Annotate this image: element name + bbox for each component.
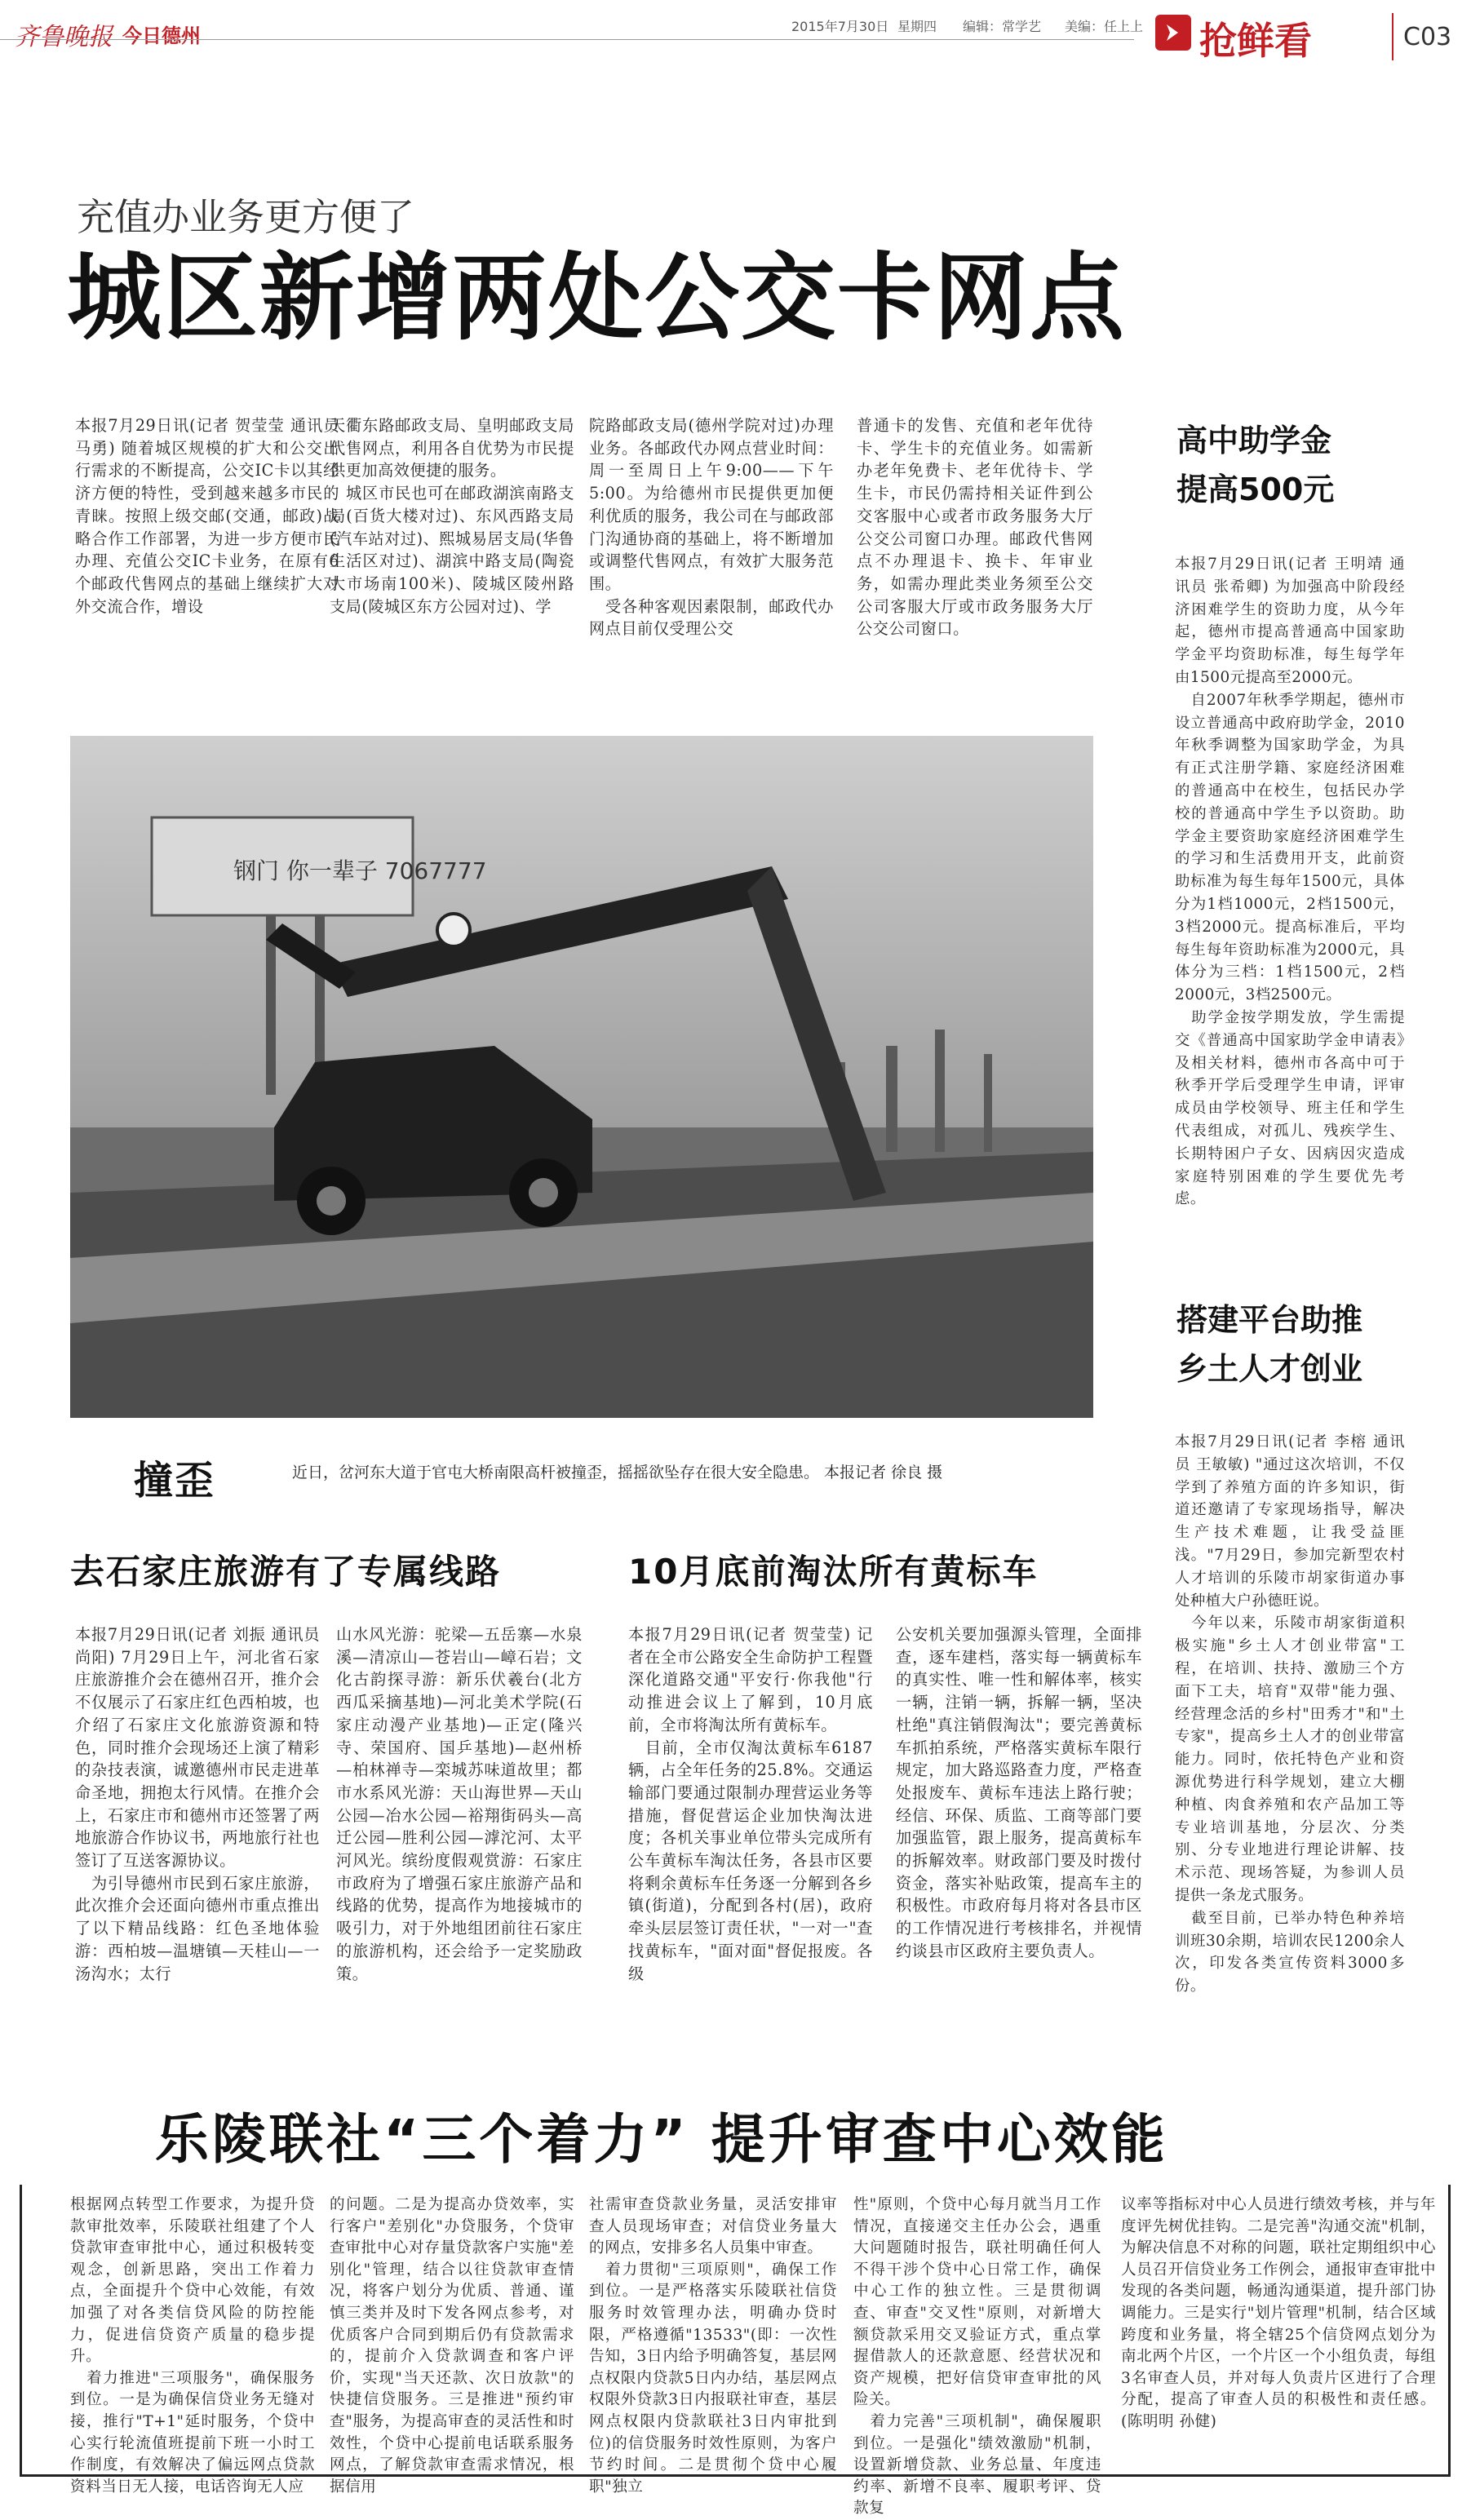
feature-col3: 社需审查贷款业务量，灵活安排审查人员现场审查；对信贷业务量大的网点，安排多名人员集中审查。 着力贯彻"三项原则"，确保工作到位。一是严格落实乐陵联社信贷服务时效管理办法，明确办贷时限，严格遵循"13533"(即：一次性告知，3日内给予明确答复，基层网点权限内贷款5日内办结，基层网点权限外贷款3日内报联社审查，基层网点权限内贷款联社3日内审批到位)的信贷服务时效性原则，为客户节约时间。二是贯彻个贷中心履职"独立: [589, 2196, 837, 2496]
header-divider-top: [0, 39, 1134, 40]
page-title: 城区新增两处公交卡网点: [67, 243, 1126, 353]
feature-col5: 议率等指标对中心人员进行绩效考核，并与年度评先树优挂钩。二是完善"沟通交流"机制，为解决信息不对称的问题，联社定期组织中心人员召开信贷业务工作例会，通报审查审批中发现的各类问题，畅通沟通渠道，提升部门协调能力。三是实行"划片管理"机制，结合区域跨度和业务量，将全辖25个信贷网点划分为南北两个片区，一个片区一个小组负责，每组3名审查人员，并对每人负责片区进行了合理分配，提高了审查人员的积极性和责任感。(陈明明 孙健): [1121, 2196, 1436, 2430]
main-story-col3: 院路邮政支局(德州学院对过)办理业务。各邮政代办网点营业时间：周一至周日上午9:00——下午5:00。为给德州市民提供更加便利优质的服务，我公司在与邮政部门沟通协商的基础上，将不断增加或调整代售网点，有效扩大服务范围。 受各种客观因素限制，邮政代办网点目前仅受理公交: [589, 416, 834, 639]
side1-title: [1176, 416, 1334, 514]
side1-title-line2: 提高500元: [1176, 472, 1335, 507]
billboard-text: 钢门 你一辈子 7067777: [233, 857, 487, 884]
side2-title: [1176, 1295, 1362, 1393]
photo-label: 撞歪: [134, 1458, 216, 1504]
page-number: C03: [1403, 23, 1452, 51]
headline-kicker: 充值办业务更方便了: [77, 195, 414, 239]
story2-col1: 本报7月29日讯(记者 刘振 通讯员 尚阳) 7月29日上午，河北省石家庄旅游推介会在德州召开，推介会不仅展示了石家庄红色西柏坡，也介绍了石家庄文化旅游资源和特色，同时推介会现场还上演了精彩的杂技表演，诚邀德州市民走进革命圣地，拥抱太行风情。在推介会上，石家庄市和德州市还签署了两地旅游合作协议书，两地旅行社也签订了互送客源协议。 为引导德州市民到石家庄旅游，此次推介会还面向德州市重点推出了以下精品线路：红色圣地体验游：西柏坡—温塘镇—天桂山—一汤沟水；太行: [75, 1625, 320, 1983]
side2-title-line2: 乡土人才创业: [1176, 1351, 1363, 1387]
column-title: 抢鲜看: [1199, 19, 1312, 63]
page-vertical-rule: [1392, 13, 1393, 60]
news-photo: [70, 736, 1093, 1418]
side2-body: 本报7月29日讯(记者 李榕 通讯员 王敏敏) "通过这次培训，不仅学到了养殖方面的许多知识，街道还邀请了专家现场指导，解决生产技术难题，让我受益匪浅。"7月29日，参加完新型农村人才培训的乐陵市胡家街道办事处种植大户孙德旺说。 今年以来，乐陵市胡家街道积极实施"乡土人才创业带富"工程，在培训、扶持、激励三个方面下工夫，培育"双带"能力强、经营理念活的乡村"田秀才"和"土专家"，提高乡土人才的创业带富能力。同时，依托特色产业和资源优势进行科学规划，建立大棚种植、肉食养殖和农产品加工等专业培训基地，分层次、分类别、分专业地进行理论讲解、技术示范、现场答疑，为参训人员提供一条龙式服务。 截至目前，已举办特色种养培训班30余期，培训农民1200余人次，印发各类宣传资料3000多份。: [1175, 1433, 1405, 1995]
photo-caption: 近日，岔河东大道于官屯大桥南限高杆被撞歪，摇摇欲坠存在很大安全隐患。 本报记者 徐良 摄: [292, 1464, 943, 1481]
masthead-logo: 齐鲁晚报: [15, 23, 113, 51]
feature-col2: 的问题。二是为提高办贷效率，实行客户"差别化"办贷服务，个贷审查审批中心对存量贷款客户实施"差别化"管理，结合以往贷款审查情况，将客户划分为优质、普通、谨慎三类并及时下发各网点参考，对优质客户合同到期后仍有贷款需求的，提前介入贷款调查和客户评价，实现"当天还款、次日放款"的快捷信贷服务。三是推进"预约审查"服务，为提高审查的灵活性和时效性，个贷中心提前电话联系服务网点，了解贷款审查需求情况，根据信用: [330, 2196, 574, 2496]
issue-weekday: 星期四: [897, 19, 937, 34]
main-story-col2: 天衢东路邮政支局、皇明邮政支局代售网点，利用各自优势为市民提供更加高效便捷的服务。 城区市民也可在邮政湖滨南路支局(百货大楼对过)、东风西路支局(汽车站对过)、熙城易居支局(华鲁生活区对过)、湖滨中路支局(陶瓷大市场南100米)、陵城区陵州路支局(陵城区东方公园对过)、学: [330, 416, 574, 616]
photo-scene: [70, 736, 1093, 1418]
story2-col2: 山水风光游：驼梁—五岳寨—水泉溪—清凉山—苍岩山—嶂石岩；文化古韵探寻游：新乐伏羲台(北方西瓜采摘基地)—河北美术学院(石家庄动漫产业基地)—正定(隆兴寺、荣国府、国乒基地)—赵州桥—柏林禅寺—栾城苏味道故里；都市水系风光游：天山海世界—天山公园—冶水公园—裕翔街码头—高迁公园—胜利公园—滹沱河、太平河风光。缤纷度假观赏游：石家庄市政府为了增强石家庄旅游产品和线路的优势，提高作为地接城市的吸引力，对于外地组团前往石家庄的旅游机构，还会给予一定奖励政策。: [336, 1625, 583, 1983]
arrow-icon: [1162, 21, 1185, 44]
art-editor: 美编：任上上: [1065, 19, 1144, 34]
feature-title: 乐陵联社“三个着力” 提升审查中心效能: [155, 2108, 1168, 2171]
story2-title: 去石家庄旅游有了专属线路: [70, 1552, 502, 1592]
issue-date: 2015年7月30日: [791, 19, 889, 34]
main-story-col4: 普通卡的发售、充值和老年优待卡、学生卡的充值业务。如需新办老年免费卡、老年优待卡、学生卡，市民仍需持相关证件到公交客服中心或者市政务服务大厅公交公司窗口办理。邮政代售网点不办理退卡、换卡、年审业务，如需办理此类业务须至公交公司客服大厅或市政务服务大厅公交公司窗口。: [857, 416, 1093, 639]
feature-col4: 性"原则，个贷中心每月就当月工作情况，直接递交主任办公会，遇重大问题随时报告，联社明确任何人不得干涉个贷中心日常工作，确保中心工作的独立性。三是贯彻调查、审查"交叉性"原则，对新增大额贷款采用交叉验证方式，重点掌握借款人的还款意愿、经营状况和资产规模，把好信贷审查审批的风险关。 着力完善"三项机制"，确保履职到位。一是强化"绩效激励"机制，设置新增贷款、业务总量、年度违约率、新增不良率、履职考评、贷款复: [853, 2196, 1101, 2518]
feature-col1: 根据网点转型工作要求，为提升贷款审批效率，乐陵联社组建了个人贷款审查审批中心，通过积极转变观念，创新思路，突出工作着力点，全面提升个贷中心效能，有效加强了对各类信贷风险的防控能力，促进信贷资产质量的稳步提升。 着力推进"三项服务"，确保服务到位。一是为确保信贷业务无缝对接，推行"T+1"延时服务，个贷中心实行轮流值班提前下班一小时工作制度，有效解决了偏远网点贷款资料当日无人接，电话咨询无人应: [70, 2196, 315, 2496]
side1-title-line1: 高中助学金: [1176, 423, 1332, 458]
story3-col2: 公安机关要加强源头管理，全面排查，逐车建档，落实每一辆黄标车的真实性、唯一性和解体率，核实一辆，注销一辆，拆解一辆，坚决杜绝"真注销假淘汰"；要完善黄标车抓拍系统，严格落实黄标车限行规定，加大路巡路查力度，严格查处报废车、黄标车违法上路行驶；经信、环保、质监、工商等部门要加强监管，跟上服务，提高黄标车的拆解效率。财政部门要及时拨付资金，落实补贴政策，提高车主的积极性。市政府每月将对各县市区的工作情况进行考核排名，并视情约谈县市区政府主要负责人。: [896, 1625, 1142, 1960]
main-story-col1: 本报7月29日讯(记者 贺莹莹 通讯员 马勇) 随着城区规模的扩大和公交出行需求的不断提高，公交IC卡以其经济方便的特性，受到越来越多市民的青睐。按照上级交邮(交通，邮政)战略合作工作部署，为进一步方便市民办理、充值公交IC卡业务，在原有6个邮政代售网点的基础上继续扩大对外交流合作，增设: [75, 416, 339, 616]
editor: 编辑：常学艺: [963, 19, 1042, 34]
side1-body: 本报7月29日讯(记者 王明靖 通讯员 张希卿) 为加强高中阶段经济困难学生的资助力度，从今年起，德州市提高普通高中国家助学金平均资助标准，每生每学年由1500元提高至2000元。 自2007年秋季学期起，德州市设立普通高中政府助学金，2010年秋季调整为国家助学金，为具有正式注册学籍、家庭经济困难的普通高中在校生，包括民办学校的普通高中学生予以资助。助学金主要资助家庭经济困难学生的学习和生活费用开支，此前资助标准为每生每年1500元，具体分为1档1000元，2档1500元，3档2000元。提高标准后，平均每生每年资助标准为2000元，具体分为三档：1档1500元，2档2000元，3档2500元。 助学金按学期发放，学生需提交《普通高中国家助学金申请表》及相关材料，德州市各高中可于秋季开学后受理学生申请，评审成员由学校领导、班主任和学生代表组成，对孤儿、残疾学生、长期特困户子女、因病因灾造成家庭特别困难的学生要优先考虑。: [1175, 556, 1405, 1208]
side2-title-line1: 搭建平台助推: [1176, 1302, 1363, 1338]
section-name: 今日德州: [122, 24, 201, 47]
story3-title: 10月底前淘汰所有黄标车: [628, 1552, 1039, 1592]
story3-col1: 本报7月29日讯(记者 贺莹莹) 记者在全市公路安全生命防护工程暨深化道路交通"平安行·你我他"行动推进会议上了解到，10月底前，全市将淘汰所有黄标车。 目前，全市仅淘汰黄标车6187辆，占全年任务的25.8%。交通运输部门要通过限制办理营运业务等措施，督促营运企业加快淘汰进度；各机关事业单位带头完成所有公车黄标车淘汰任务，各县市区要将剩余黄标车任务逐一分解到各乡镇(街道)，分配到各村(居)，政府牵头层层签订责任状，"一对一"查找黄标车，"面对面"督促报废。各级: [628, 1625, 873, 1983]
